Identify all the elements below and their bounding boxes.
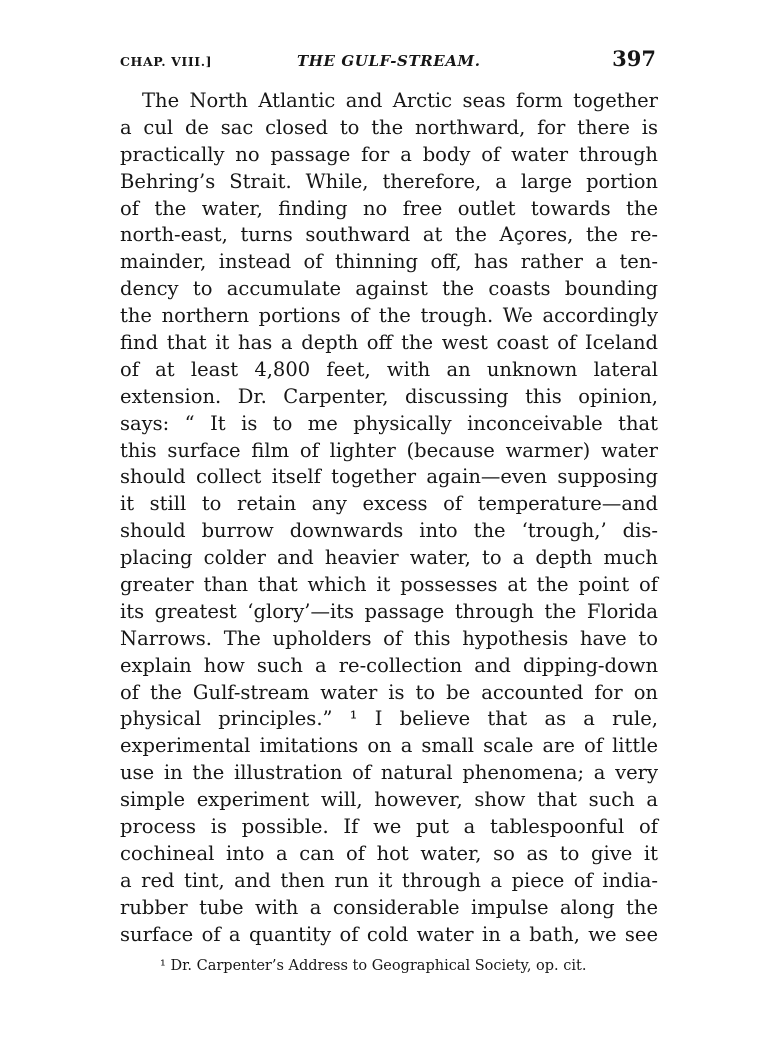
- text-line: simple experiment will, however, show that such a: [120, 788, 658, 812]
- text-line: of the Gulf-stream water is to be accounted for on: [120, 680, 658, 704]
- text-line: use in the illustration of natural phenomena; a very: [120, 761, 658, 785]
- text-line: Narrows. The upholders of this hypothesis have to: [120, 626, 658, 650]
- chapter-label: CHAP. VIII.]: [120, 54, 213, 69]
- footnote-marker: ¹: [160, 958, 166, 974]
- text-line: of the water, finding no free outlet towards the: [120, 196, 658, 220]
- text-line: physical principles.” ¹ I believe that as a rule,: [120, 707, 658, 731]
- text-line: north-east, turns southward at the Açores, the re-: [120, 223, 658, 247]
- text-line: dency to accumulate against the coasts bounding: [120, 277, 658, 301]
- text-line: it still to retain any excess of temperature—and: [120, 492, 658, 516]
- text-line: process is possible. If we put a tablespoonful of: [120, 815, 658, 839]
- text-line: practically no passage for a body of water through: [120, 142, 658, 166]
- text-line: Behring’s Strait. While, therefore, a large portion: [120, 169, 658, 193]
- text-line: its greatest ‘glory’—its passage through the Florida: [120, 599, 658, 623]
- text-line: surface of a quantity of cold water in a bath, we see: [120, 922, 658, 946]
- footnote: [160, 958, 660, 974]
- text-line: mainder, instead of thinning off, has rather a ten-: [120, 250, 658, 274]
- text-line: find that it has a depth off the west coast of Iceland: [120, 331, 658, 355]
- page-number: 397: [612, 46, 656, 71]
- text-line: says: “ It is to me physically inconceivable that: [120, 411, 658, 435]
- text-line: greater than that which it possesses at the point of: [120, 573, 658, 597]
- text-line: a cul de sac closed to the northward, for there is: [120, 115, 658, 139]
- text-line: a red tint, and then run it through a piece of india-: [120, 868, 658, 892]
- text-line: should burrow downwards into the ‘trough,’ dis-: [120, 519, 658, 543]
- text-line: explain how such a re-collection and dipping-down: [120, 653, 658, 677]
- body-text: [120, 88, 658, 949]
- text-line: rubber tube with a considerable impulse along the: [120, 895, 658, 919]
- text-line: extension. Dr. Carpenter, discussing this opinion,: [120, 384, 658, 408]
- text-line: should collect itself together again—even supposing: [120, 465, 658, 489]
- text-line: The North Atlantic and Arctic seas form together: [142, 89, 658, 112]
- running-header: [120, 42, 658, 82]
- text-line: placing colder and heavier water, to a depth much: [120, 546, 658, 570]
- text-line: this surface film of lighter (because warmer) water: [120, 438, 658, 462]
- text-line: of at least 4,800 feet, with an unknown lateral: [120, 357, 658, 381]
- footnote-text: Dr. Carpenter’s Address to Geographical Society, op. cit.: [170, 958, 587, 974]
- text-line: the northern portions of the trough. We accordingly: [120, 304, 658, 328]
- text-line: experimental imitations on a small scale are of little: [120, 734, 658, 758]
- running-title: THE GULF-STREAM.: [297, 52, 481, 70]
- text-line: cochineal into a can of hot water, so as to give it: [120, 841, 658, 865]
